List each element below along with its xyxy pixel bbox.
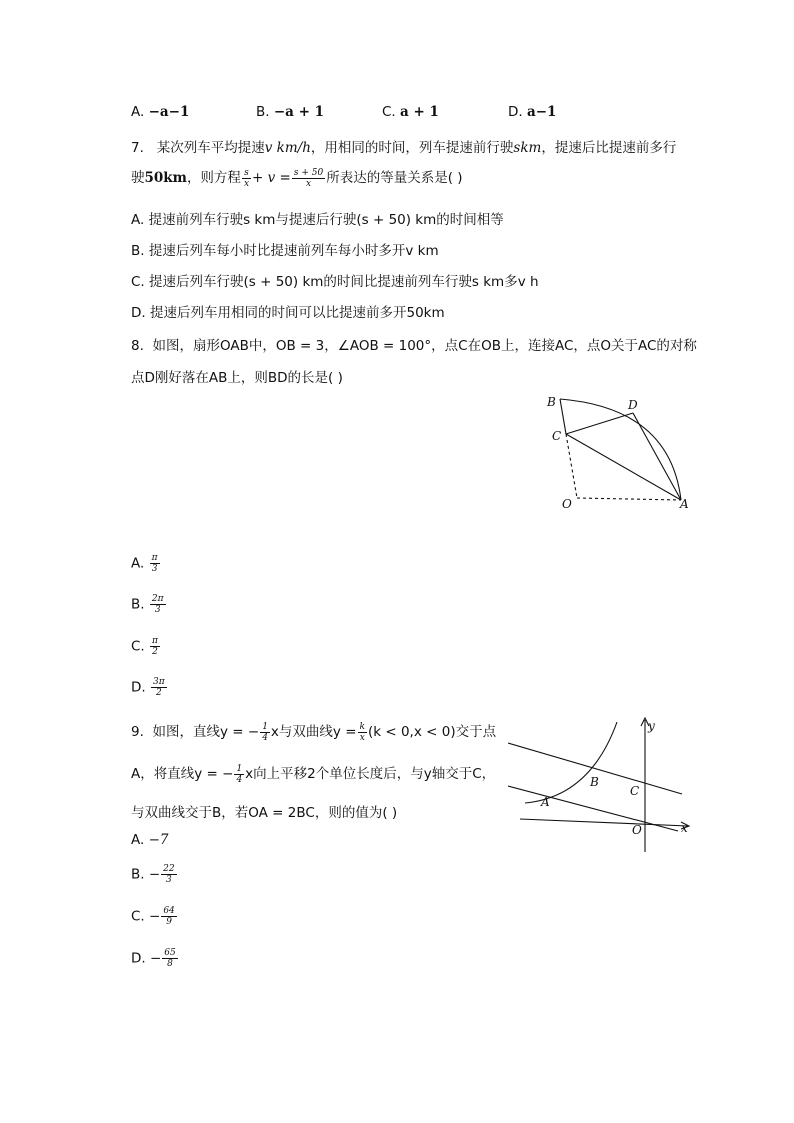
q8-option-a-fraction — [150, 553, 160, 574]
segment-cd — [566, 413, 633, 434]
option-label: B. — [131, 866, 145, 883]
q9-fraction-one-quarter — [260, 722, 270, 743]
q7-fraction-s50-over-x — [292, 168, 325, 189]
q8-number: 8. — [131, 338, 144, 354]
fraction-numerator: 65 — [164, 948, 176, 958]
fraction-denominator: x — [359, 732, 365, 743]
fraction-denominator: 4 — [236, 774, 243, 785]
q7-fraction-s-over-x — [242, 168, 251, 189]
q6-option-b-value: −a + 1 — [273, 104, 325, 120]
fraction-denominator: 4 — [262, 732, 268, 743]
q6-option-c[interactable] — [382, 104, 439, 120]
fraction-denominator: 3 — [166, 875, 172, 885]
q7-option-a[interactable]: A. 提速前列车行驶s km与提速后行驶(s + 50) km的时间相等 — [131, 212, 504, 228]
q7-option-b[interactable]: B. 提速后列车每小时比提速前列车每小时多开v km — [131, 243, 439, 259]
q6-option-b[interactable] — [256, 104, 324, 120]
q8-option-d[interactable] — [131, 677, 168, 698]
q8-option-b[interactable] — [131, 594, 167, 615]
q8-option-c[interactable] — [131, 636, 161, 657]
q7-text: 某次列车平均提速 — [156, 140, 265, 156]
q9-option-d[interactable] — [131, 948, 179, 969]
q8-option-c-fraction — [150, 636, 160, 657]
fraction-denominator: 8 — [167, 959, 173, 969]
q7-stem-line1 — [131, 136, 676, 156]
label-b: B — [547, 395, 556, 409]
fraction-numerator: 22 — [163, 864, 175, 874]
q6-option-d[interactable] — [508, 104, 556, 120]
fraction-denominator: 2 — [155, 688, 162, 698]
label-a: A — [680, 497, 689, 511]
q6-option-c-value: a + 1 — [400, 104, 439, 120]
segment-da — [633, 413, 681, 500]
q9-option-d-fraction — [162, 948, 177, 969]
q6-option-d-label: D. — [508, 104, 523, 120]
hyperbola-curve — [525, 722, 617, 803]
option-label: C. — [131, 908, 145, 925]
fraction-numerator: π — [152, 636, 158, 646]
option-label: C. — [131, 638, 145, 655]
q8-option-b-fraction — [150, 594, 166, 615]
option-label: D. — [131, 950, 146, 967]
q8-option-a[interactable] — [131, 553, 161, 574]
q8-stem-line2: 点D刚好落在AB上，则BD的长是( ) — [131, 370, 343, 386]
line-original — [508, 786, 678, 831]
label-y: y — [648, 719, 655, 733]
x-axis — [520, 819, 688, 826]
q9-option-c[interactable] — [131, 906, 178, 927]
minus-sign: − — [149, 950, 162, 967]
q9-stem-line2 — [131, 762, 495, 785]
q9-fraction-one-quarter-2 — [234, 764, 244, 785]
q9-number: 9. — [131, 724, 144, 740]
fraction-denominator: 3 — [154, 605, 161, 615]
q8-stem-line1 — [131, 334, 697, 354]
q9-text: (k < 0,x < 0)交于点 — [367, 724, 497, 740]
label-b: B — [590, 775, 599, 789]
option-label: A. — [131, 555, 145, 572]
fraction-denominator: 2 — [152, 647, 158, 657]
q7-text: ，用相同的时间，列车提速前行驶 — [310, 140, 514, 156]
minus-sign: − — [149, 908, 161, 925]
q7-number: 7. — [131, 140, 144, 156]
q7-option-c[interactable]: C. 提速后列车行驶(s + 50) km的时间比提速前列车行驶s km多v h — [131, 274, 539, 290]
q8-option-d-fraction — [151, 677, 167, 698]
q8-text: 如图，扇形OAB中，OB = 3，∠AOB = 100°，点C在OB上，连接AC，点O关于AC的对称 — [152, 338, 697, 354]
label-o: O — [632, 823, 642, 837]
q7-math: + v = — [252, 170, 291, 186]
q6-option-b-label: B. — [256, 104, 270, 120]
q9-stem-line1 — [131, 720, 496, 743]
q9-graph-figure — [500, 712, 700, 854]
q9-option-a[interactable] — [131, 832, 169, 848]
fraction-numerator: 64 — [163, 906, 175, 916]
fraction-numerator: 1 — [262, 721, 268, 732]
q9-text: x向上平移2个单位长度后，与y轴交于C， — [245, 766, 496, 782]
q7-stem-line2 — [131, 166, 463, 189]
option-label: D. — [131, 679, 146, 696]
label-o: O — [562, 497, 572, 511]
fraction-numerator: 3π — [152, 677, 165, 687]
q9-text: 如图，直线y = − — [152, 724, 260, 740]
fraction-numerator: s + 50 — [293, 167, 324, 178]
arc-ab — [560, 399, 681, 500]
fraction-numerator: π — [151, 553, 158, 563]
q7-math: skm — [513, 140, 542, 156]
segment-oa-dashed — [577, 498, 681, 500]
option-label: A. — [131, 832, 145, 848]
label-d: D — [628, 398, 638, 412]
q7-text: 所表达的等量关系是( ) — [326, 170, 463, 186]
q6-option-a-label: A. — [131, 104, 145, 120]
label-x: x — [681, 821, 688, 835]
q9-text: x与双曲线y = — [270, 724, 357, 740]
option-label: B. — [131, 596, 145, 613]
q7-text: ，提速后比提速前多行 — [541, 140, 677, 156]
q7-text: 驶 — [131, 170, 145, 186]
q7-text: ，则方程 — [186, 170, 241, 186]
q9-text: A，将直线y = − — [131, 766, 234, 782]
fraction-denominator: 9 — [166, 917, 172, 927]
q6-option-a[interactable] — [131, 104, 189, 120]
q9-option-c-fraction — [161, 906, 176, 927]
q6-option-a-value: −a−1 — [148, 104, 190, 120]
fraction-denominator: x — [305, 178, 312, 189]
minus-sign: − — [148, 866, 161, 883]
segment-ca — [566, 434, 681, 500]
option-value: −7 — [148, 832, 169, 848]
fraction-denominator: x — [243, 178, 250, 189]
segment-co-dashed — [566, 434, 577, 498]
label-c: C — [552, 429, 562, 443]
q9-option-b-fraction — [161, 864, 176, 885]
q9-option-b[interactable] — [131, 864, 178, 885]
label-c: C — [630, 784, 640, 798]
q8-sector-figure — [540, 388, 700, 516]
q7-math: v km/h — [264, 140, 311, 156]
fraction-denominator: 3 — [151, 564, 158, 574]
q9-fraction-k-over-x — [358, 722, 367, 743]
label-a: A — [541, 795, 550, 809]
q7-math: 50km — [144, 170, 187, 186]
fraction-numerator: k — [359, 721, 365, 732]
fraction-numerator: 2π — [151, 594, 164, 604]
q9-stem-line3: 与双曲线交于B，若OA = 2BC，则的值为( ) — [131, 805, 398, 821]
fraction-numerator: s — [242, 168, 251, 179]
q6-option-c-label: C. — [382, 104, 396, 120]
q6-option-d-value: a−1 — [526, 104, 557, 120]
fraction-numerator: 1 — [236, 763, 243, 774]
q7-option-d[interactable]: D. 提速后列车用相同的时间可以比提速前多开50km — [131, 305, 445, 321]
